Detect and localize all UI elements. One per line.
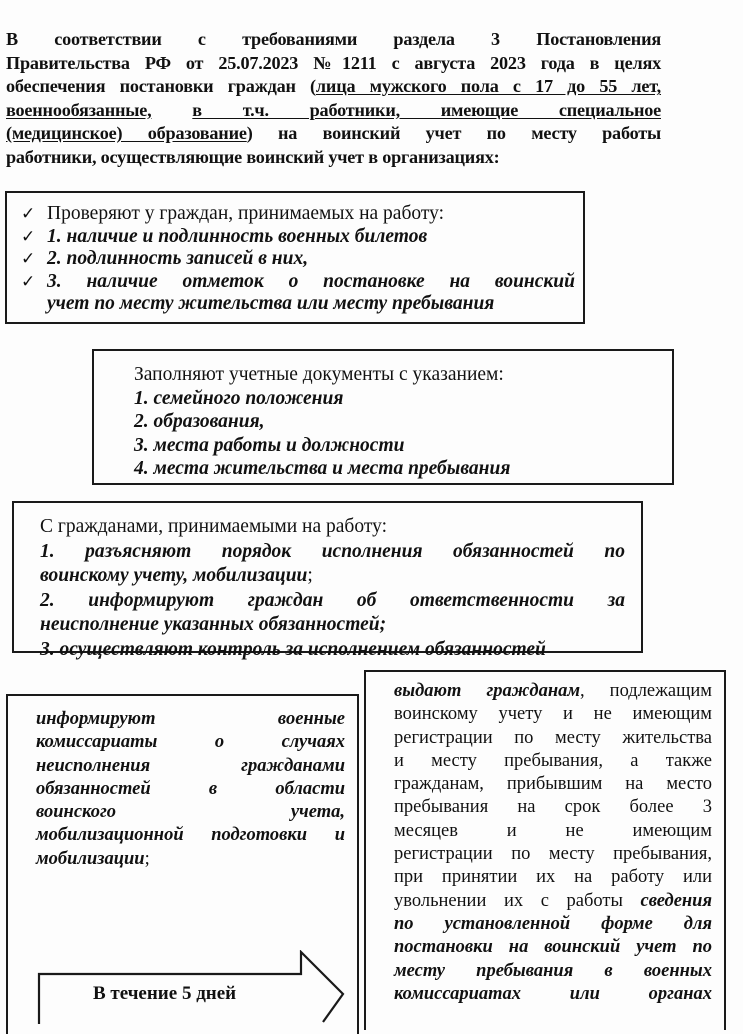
checkmark-icon: ✓ [21,271,36,291]
issue-box [364,670,726,1030]
issue-line [394,890,712,913]
issue-line: воинскому учету и не имеющим [394,704,712,725]
intro-line: Правительства РФ от 25.07.2023 №1211 с августа 2023 года в целях [6,52,661,73]
documents-item: 4. места жительства и места пребывания [134,458,511,479]
citizens-line [40,564,625,589]
check-list-item-text: 3. наличие отметок о постановке на воинский [47,270,575,292]
check-list-item [21,226,575,249]
check-list-item-text: 1. наличие и подлинность военных билетов [47,225,428,247]
issue-line [394,680,712,703]
documents-box [92,349,674,485]
issue-line: постановки на воинский учет по [394,937,712,958]
intro-underlined-text: лица мужского пола с 17 до 55 лет, [315,76,662,96]
arrow-shape [37,950,347,1024]
inform-line: воинского учета, [36,802,345,823]
check-list-item-text: 2. подлинность записей в них, [47,248,309,269]
citizens-line: 1. разъясняют порядок исполнения обязанностей по [40,540,625,562]
issue-line: при принятии их на работу или [394,867,712,888]
inform-line: обязанностей в области [36,778,345,799]
intro-line [6,99,661,123]
issue-line: регистрации по месту пребывания, [394,844,712,865]
citizens-line: неисполнение указанных обязанностей; [40,614,387,635]
check-list-box [5,191,585,324]
issue-line: комиссариатах или органах [394,983,712,1004]
arrow-label: В течение 5 дней [93,983,237,1004]
check-list-item-continuation [21,293,575,316]
check-list-heading-row [21,203,575,226]
checkmark-icon: ✓ [21,204,36,223]
issue-line: гражданам, прибывшим на место [394,774,712,795]
issue-line: и месту пребывания, а также [394,750,712,771]
check-list-item-text: учет по месту жительства или месту пребывания [47,293,495,314]
intro-underlined-text: (медицинское) образование [6,123,247,143]
intro-line [6,122,661,146]
citizens-box [12,501,643,660]
issue-text: , подлежащим [580,681,712,701]
issue-line: по установленной форме для [394,913,712,934]
intro-underlined-text: в т.ч. работники, имеющие специальное [192,99,661,120]
intro-paragraph [6,28,661,169]
inform-line: неисполнения гражданами [36,755,345,776]
intro-text: обеспечения постановки граждан ( [6,76,316,96]
issue-text: увольнении их с работы [394,890,641,911]
documents-item: 1. семейного положения [134,387,344,409]
documents-item: 2. образования, [134,411,265,432]
issue-line: месяцев и не имеющим [394,820,712,841]
intro-line: работники, осуществляющие воинский учет в организациях: [6,146,500,167]
check-list-item [21,271,575,294]
check-list-item [21,248,575,271]
citizens-text: воинскому учету, мобилизации [40,565,308,586]
inform-line: информируют военные [36,709,345,729]
inform-text: ; [144,848,150,869]
citizens-heading: С гражданами, принимаемыми на работу: [40,516,388,537]
inform-text: мобилизации [36,848,145,869]
inform-line: мобилизационной подготовки и [36,825,345,846]
intro-line [6,75,661,99]
intro-underlined-text: военнообязанные, [6,99,152,120]
checkmark-icon: ✓ [21,226,36,246]
citizens-line: 2. информируют граждан об ответственности за [40,589,625,611]
issue-lead-text: выдают гражданам [394,681,581,701]
documents-item: 3. места работы и должности [134,434,405,456]
citizens-line: 3. осуществляют контроль за исполнением обязанностей [40,638,546,660]
check-list-heading: Проверяют у граждан, принимаемых на работу: [47,203,445,224]
issue-line: месту пребывания в военных [394,960,712,981]
issue-line: регистрации по месту жительства [394,727,712,748]
intro-text: ) на воинский учет по месту работы [246,123,661,143]
issue-italic-text: сведения [640,890,712,911]
indent-spacer [21,293,47,316]
documents-heading: Заполняют учетные документы с указанием: [134,364,504,385]
inform-line [36,848,345,871]
intro-line: В соответствии с требованиями раздела 3 Постановления [6,29,661,49]
checkmark-icon: ✓ [21,249,36,268]
inform-line: комиссариаты о случаях [36,732,345,753]
citizens-text: ; [307,565,313,586]
issue-line: пребывания на срок более 3 [394,797,712,818]
